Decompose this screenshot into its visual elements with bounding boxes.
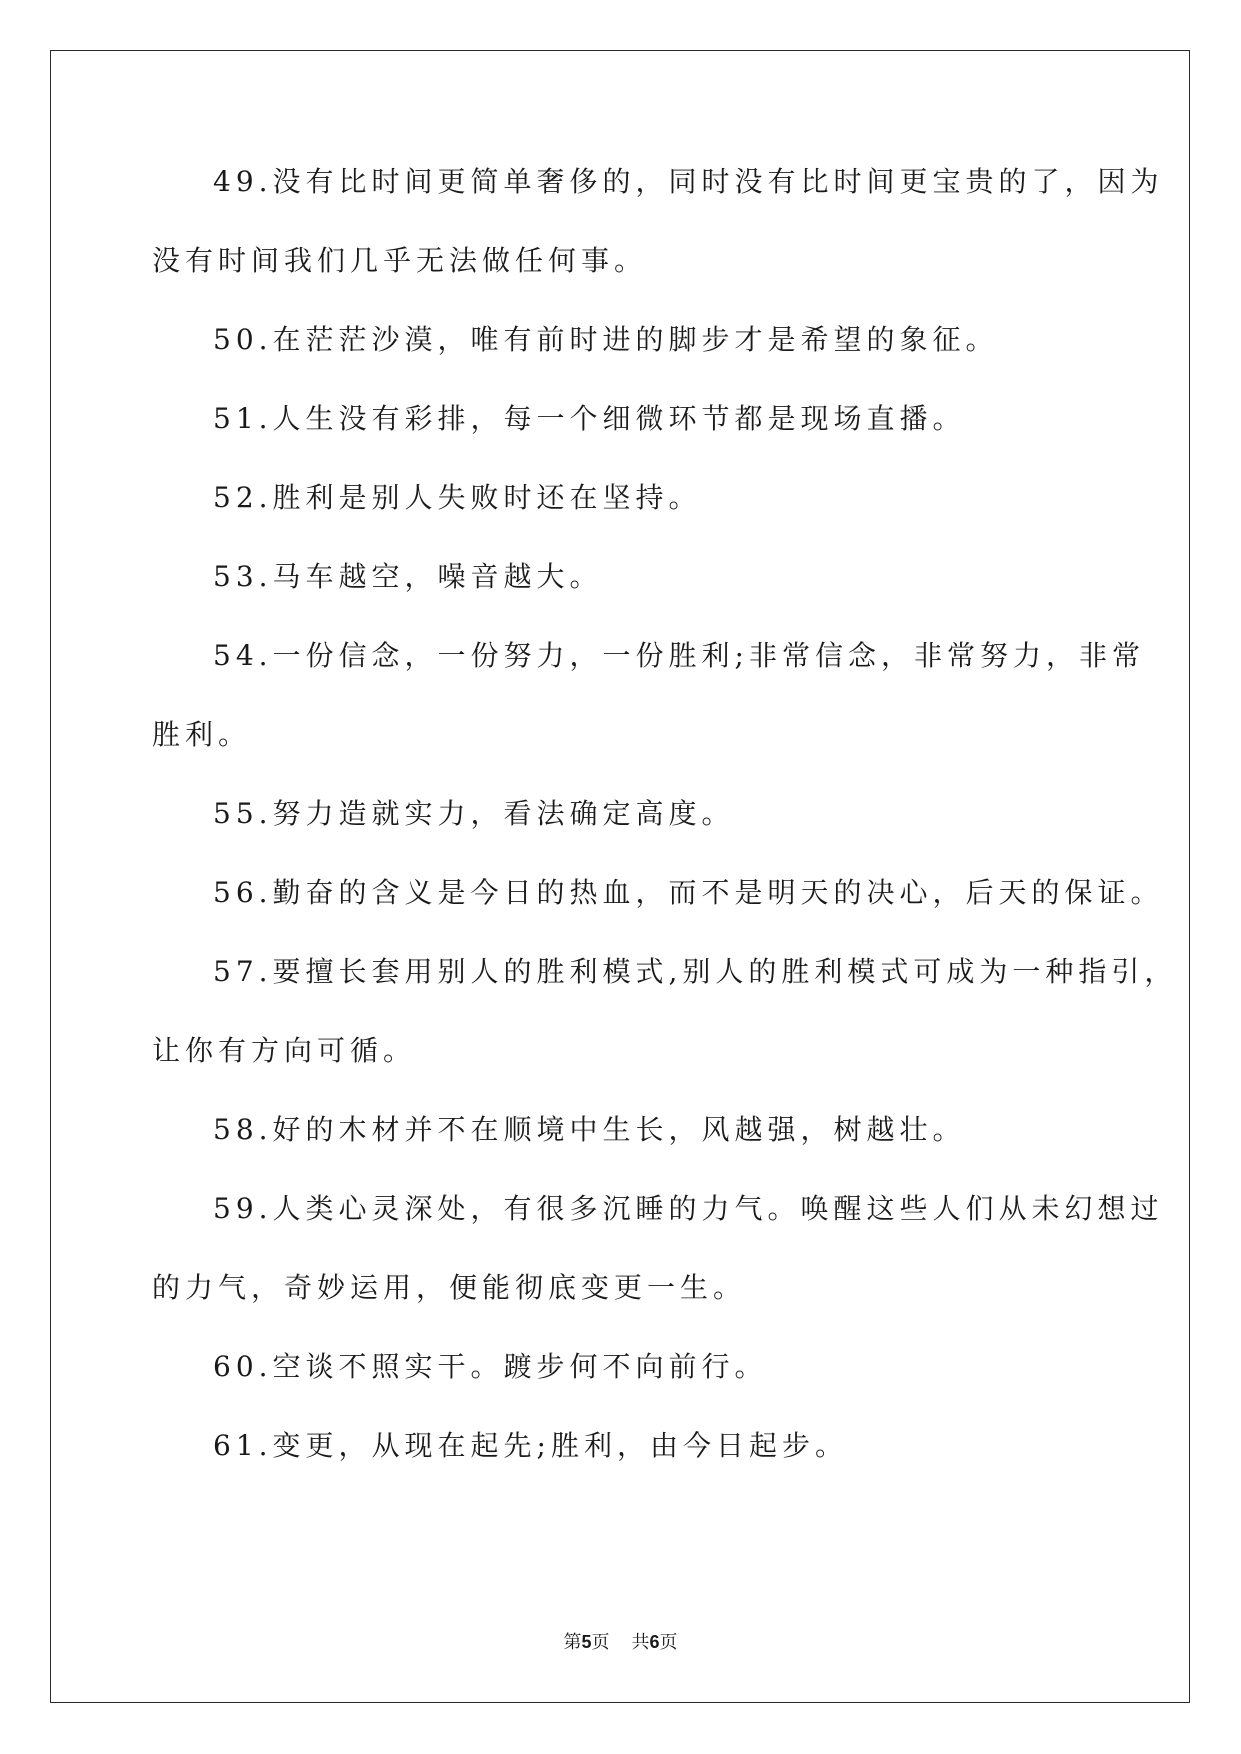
text-line: 的力气，奇妙运用，便能彻底变更一生。	[152, 1271, 747, 1304]
text-line: 51.人生没有彩排，每一个细微环节都是现场直播。	[213, 402, 966, 435]
text-line: 59.人类心灵深处，有很多沉睡的力气。唤醒这些人们从未幻想过	[213, 1192, 1164, 1225]
text-line: 56.勤奋的含义是今日的热血，而不是明天的决心，后天的保证。	[213, 876, 1164, 909]
document-body	[152, 162, 1178, 1505]
text-line: 54.一份信念，一份努力，一份胜利;非常信念，非常努力，非常	[213, 639, 1145, 672]
page-number-prefix: 第	[563, 1632, 582, 1652]
text-line: 61.变更，从现在起先;胜利，由今日起步。	[213, 1429, 848, 1462]
total-pages-suffix: 页	[659, 1632, 678, 1652]
total-pages-prefix: 共	[631, 1632, 650, 1652]
text-line: 没有时间我们几乎无法做任何事。	[152, 244, 648, 277]
text-line: 58.好的木材并不在顺境中生长，风越强，树越壮。	[213, 1113, 966, 1146]
text-line: 53.马车越空，噪音越大。	[213, 560, 603, 593]
text-line: 57.要擅长套用别人的胜利模式,别人的胜利模式可成为一种指引，	[213, 955, 1178, 988]
current-page-number: 5	[581, 1632, 592, 1652]
text-line: 49.没有比时间更简单奢侈的，同时没有比时间更宝贵的了，因为	[213, 165, 1164, 198]
text-line: 50.在茫茫沙漠，唯有前时进的脚步才是希望的象征。	[213, 323, 999, 356]
text-line: 60.空谈不照实干。踱步何不向前行。	[213, 1350, 768, 1383]
text-line: 胜利。	[152, 718, 252, 751]
text-line: 让你有方向可循。	[152, 1034, 417, 1067]
text-line: 52.胜利是别人失败时还在坚持。	[213, 481, 702, 514]
text-line: 55.努力造就实力，看法确定高度。	[213, 797, 735, 830]
page-footer	[0, 1628, 1241, 1654]
page-number-suffix: 页	[591, 1632, 610, 1652]
total-page-count: 6	[649, 1632, 660, 1652]
